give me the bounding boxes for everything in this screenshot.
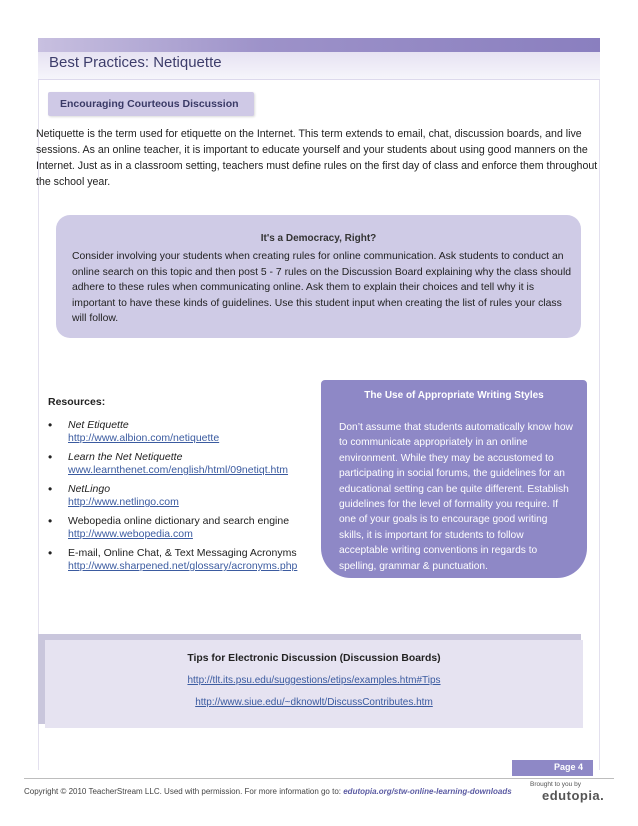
resource-name: NetLingo [68, 483, 111, 495]
footer-copyright [24, 787, 512, 796]
resource-link[interactable]: www.learnthenet.com/english/html/09netiqt.htm [68, 464, 289, 476]
tips-link-siue[interactable]: http://www.siue.edu/~dknowlt/DiscussContributes.htm [195, 697, 433, 708]
resource-link[interactable]: http://www.webopedia.com [68, 528, 193, 540]
resources-list [48, 419, 348, 579]
page-number-badge [512, 760, 593, 776]
democracy-text: Consider involving your students when creating rules for online communication. Ask students to conduct an online search on this topic and then post 5 - 7 rules on the Discussion Board explaining why the class should adhere to these rules when communicating online. Ask them to explain their choices and tell why it is important to have these kinds of guidelines. Use this student input when creating the list of rules your class will follow. [72, 251, 572, 325]
resource-name: E-mail, Online Chat, & Text Messaging Acronyms [68, 547, 297, 559]
brought-by-text: Brought to you by [530, 781, 581, 788]
resource-name: Net Etiquette [68, 419, 129, 431]
democracy-callout [56, 215, 581, 338]
tips-link-psu[interactable]: http://tlt.its.psu.edu/suggestions/etips/examples.htm#Tips [187, 675, 441, 686]
resource-item-acronyms [48, 547, 348, 579]
writing-styles-title: The Use of Appropriate Writing Styles [364, 390, 544, 401]
intro-paragraph: Netiquette is the term used for etiquette on the Internet. This term extends to email, chat, discussion boards, and live sessions. As an online teacher, it is important to educate yourself and your students about using good manners on the Internet. Just as in a classroom setting, teachers must define rules on the first day of class and enforce them throughout the school year. [36, 128, 598, 188]
democracy-title: It's a Democracy, Right? [260, 233, 377, 244]
resource-name: Webopedia online dictionary and search engine [68, 515, 290, 527]
footer-site-link[interactable]: edutopia.org/stw-online-learning-downloads [343, 787, 512, 796]
resources-heading: Resources: [48, 396, 106, 408]
bullet-icon: • [48, 482, 53, 496]
resource-link[interactable]: http://www.sharpened.net/glossary/acronyms.php [68, 560, 298, 572]
resource-name: Learn the Net Netiquette [68, 451, 183, 463]
section-tab-label: Encouraging Courteous Discussion [60, 98, 239, 110]
section-tab [48, 92, 254, 116]
resource-link[interactable]: http://www.netlingo.com [68, 496, 179, 508]
bullet-icon: • [48, 546, 53, 560]
bullet-icon: • [48, 418, 53, 432]
resource-item-net-etiquette [48, 419, 348, 451]
copyright-text: Copyright © 2010 TeacherStream LLC. Used with permission. For more information go to: [24, 787, 344, 796]
bullet-icon: • [48, 450, 53, 464]
writing-styles-text: Don’t assume that students automatically know how to communicate appropriately in an online environment. While they may be accustomed to participating in social forums, the guidelines for an educational setting can be quite different. Establish guidelines for the level of formality you require. If one of your goals is to encourage good writing skills, it is important for students to follow acceptable writing conventions in regards to spelling, grammar & punctuation. [339, 422, 573, 572]
page-number: Page 4 [553, 762, 583, 772]
page-title: Best Practices: Netiquette [49, 54, 222, 71]
resource-item-learn-the-net [48, 451, 348, 483]
tips-title: Tips for Electronic Discussion (Discussion Boards) [187, 653, 441, 664]
footer-divider [24, 778, 614, 779]
resource-item-webopedia [48, 515, 348, 547]
resource-link[interactable]: http://www.albion.com/netiquette [68, 432, 220, 444]
header-band [38, 38, 600, 52]
resource-item-netlingo [48, 483, 348, 515]
bullet-icon: • [48, 514, 53, 528]
edutopia-logo: edutopia. [542, 788, 605, 803]
